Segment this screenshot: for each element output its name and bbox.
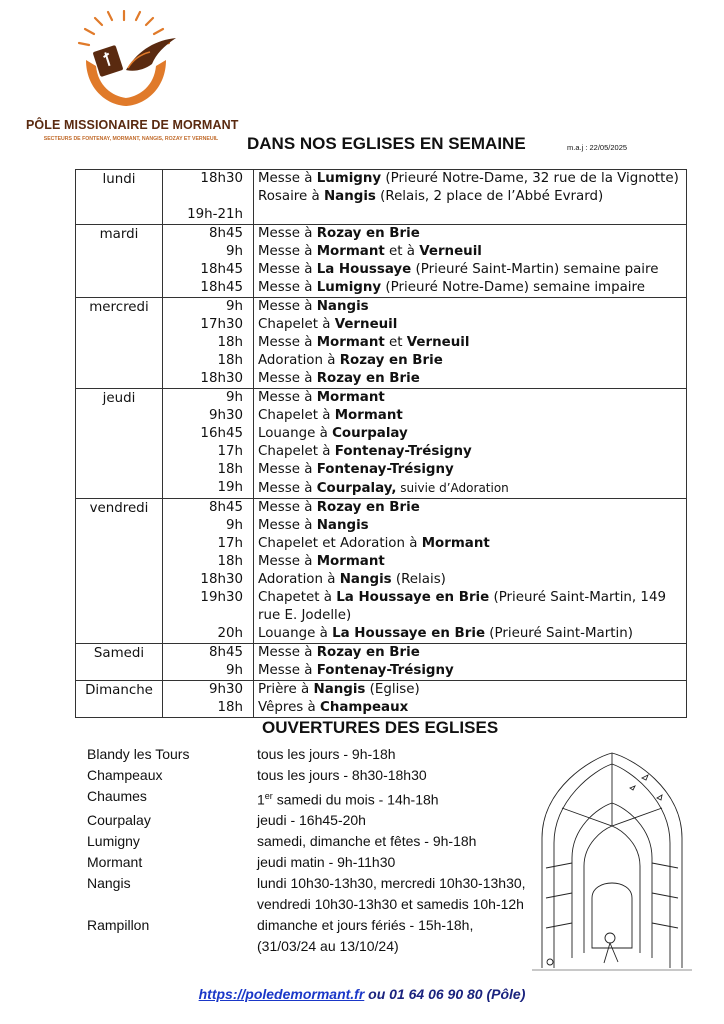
event-place: Mormant [316,335,385,350]
schedule-row [76,389,687,499]
event-time: 9h [225,390,243,405]
event-time: 9h30 [208,682,243,697]
event-time: 9h [225,663,243,678]
footer-phone: ou 01 64 06 90 80 (Pôle) [364,986,526,1002]
opening-hours: lundi 10h30-13h30, mercredi 10h30-13h30, vendredi 10h30-13h30 et samedis 10h-12h [257,875,526,912]
event-item [258,553,686,571]
event-detail: (Relais) [391,572,446,587]
event-item [258,662,686,680]
event-place: Mormant [316,554,385,569]
event-label: Messe à [258,299,317,314]
opening-row [87,831,527,852]
event-item [258,571,686,589]
event-item [258,389,686,407]
event-detail: (Prieuré Saint-Martin, 149 rue E. Jodelle) [258,590,666,623]
times-cell [163,298,254,389]
event-item [258,170,686,188]
event-place: La Houssaye en Brie [332,626,486,641]
church-illustration-icon [532,748,692,974]
event-place: Nangis [316,518,369,533]
event-place: Nangis [313,682,366,697]
event-place: La Houssaye [316,262,412,277]
pole-logo [26,10,239,150]
event-place: Rozay en Brie [316,645,420,660]
event-item [258,334,686,352]
event-place-2: Verneuil [406,335,470,350]
event-item [258,243,686,261]
event-detail: (Prieuré Notre-Dame) semaine impaire [381,280,645,295]
events-cell [254,298,687,389]
event-label: Messe à [258,518,317,533]
event-label: Messe à [258,244,317,259]
schedule-row [76,170,687,225]
event-label: Messe à [258,335,317,350]
event-place: Rozay en Brie [316,500,420,515]
event-item [258,644,686,662]
event-detail: (Relais, 2 place de l’Abbé Evrard) [375,189,604,204]
event-detail: (Prieuré Saint-Martin) [485,626,633,641]
event-place: Fontenay-Trésigny [316,663,454,678]
event-place: Mormant [334,408,403,423]
event-item [258,298,686,316]
event-place: Courpalay [332,426,408,441]
logo-subtitle: SECTEURS DE FONTENAY, MORMANT, NANGIS, ROZAY ET VERNEUIL [43,136,219,142]
events-cell [254,681,687,718]
footer [0,986,724,1002]
day-cell: Dimanche [76,681,163,718]
event-time: 18h [217,353,243,368]
openings-title: OUVERTURES DES EGLISES [262,718,499,737]
event-time: 18h45 [200,262,243,277]
event-time: 9h [225,244,243,259]
event-item [258,499,686,517]
event-label: Adoration à [258,353,340,368]
event-time: 8h45 [208,226,243,241]
event-label: Messe à [258,500,317,515]
event-time: 9h30 [208,408,243,423]
event-time: 18h [217,700,243,715]
logo-title: PÔLE MISSIONAIRE DE MORMANT [26,118,239,132]
event-time: 8h45 [208,645,243,660]
event-label: Chapelet à [258,444,335,459]
church-name: Rampillon [87,916,150,933]
event-label: Rosaire à [258,189,324,204]
event-label: Messe à [258,226,317,241]
event-item [258,425,686,443]
day-cell: jeudi [76,389,163,499]
opening-row [87,915,527,957]
times-cell [163,681,254,718]
event-label: Chapelet et Adoration à [258,536,422,551]
times-cell [163,644,254,681]
church-name: Blandy les Tours [87,746,190,762]
event-time: 18h30 [200,371,243,386]
event-label: Messe à [258,645,317,660]
openings-list [87,744,527,957]
opening-row [87,765,527,786]
event-item [258,443,686,461]
opening-row [87,873,527,915]
event-detail: (Prieuré Notre-Dame, 32 rue de la Vignotte) [381,171,679,186]
events-cell [254,225,687,298]
events-cell [254,389,687,499]
event-place: Rozay en Brie [339,353,443,368]
event-label: Louange à [258,626,333,641]
event-item [258,517,686,535]
event-place: Mormant [421,536,490,551]
event-time: 18h45 [200,280,243,295]
event-time: 8h45 [208,500,243,515]
opening-row [87,810,527,831]
event-time: 19h30 [200,590,243,605]
event-time: 9h [225,299,243,314]
event-place: Rozay en Brie [316,371,420,386]
event-item [258,352,686,370]
church-name: Lumigny [87,833,140,850]
opening-hours: samedi, dimanche et fêtes - 9h-18h [257,833,477,850]
pole-logo-icon [26,10,236,120]
church-name: Nangis [87,875,131,892]
event-place: Fontenay-Trésigny [316,462,454,477]
opening-hours: dimanche et jours fériés - 15h-18h, (31/03/24 au 13/10/24) [257,916,474,954]
event-label: Messe à [258,280,317,295]
event-label: Messe à [258,171,317,186]
event-time: 17h30 [200,317,243,332]
event-item [258,225,686,243]
event-time: 18h30 [200,171,243,186]
event-label: Messe à [258,371,317,386]
event-label: Messe à [258,481,317,496]
opening-row [87,786,527,811]
event-time: 19h [217,480,243,495]
event-time: 18h30 [200,572,243,587]
weekday-schedule-table [75,169,687,718]
event-time: 18h [217,462,243,477]
event-place: Mormant [316,390,385,405]
opening-hours: tous les jours - 8h30-18h30 [257,766,427,783]
event-item [258,589,686,625]
event-item [258,681,686,699]
event-label: Adoration à [258,572,340,587]
event-place: Rozay en Brie [316,226,420,241]
event-label: Messe à [258,554,317,569]
opening-row [87,852,527,873]
events-cell [254,644,687,681]
event-place: Lumigny [316,171,382,186]
event-label: Prière à [258,682,314,697]
times-cell [163,389,254,499]
opening-row [87,744,527,765]
event-place: Champeaux [320,700,409,715]
event-item [258,316,686,334]
schedule-row [76,298,687,389]
day-cell: mardi [76,225,163,298]
opening-hours: jeudi matin - 9h-11h30 [257,854,396,871]
event-label: Messe à [258,390,317,405]
event-time: 17h [217,536,243,551]
event-time: 9h [225,518,243,533]
event-label: Vêpres à [258,700,321,715]
event-item [258,407,686,425]
church-name: Mormant [87,854,143,871]
day-cell: lundi [76,170,163,225]
event-label: Chapelet à [258,408,335,423]
event-item [258,461,686,479]
event-item [258,699,686,717]
event-item [258,479,686,498]
times-cell [163,170,254,225]
event-time: 20h [217,626,243,641]
church-name: Chaumes [87,787,147,804]
schedule-row [76,681,687,718]
event-place: Nangis [339,572,392,587]
event-label: Messe à [258,462,317,477]
event-place: Fontenay-Trésigny [334,444,472,459]
event-label: Chapetet à [258,590,337,605]
event-place-2: Verneuil [419,244,482,259]
event-place: La Houssaye en Brie [336,590,490,605]
event-place: Verneuil [334,317,398,332]
event-item [258,625,686,643]
event-time: 18h [217,554,243,569]
event-label: Louange à [258,426,333,441]
event-connector: et [384,335,407,350]
schedule-row [76,499,687,644]
event-connector: et à [384,244,420,259]
schedule-row [76,644,687,681]
event-label: Messe à [258,663,317,678]
update-date: m.a.j : 22/05/2025 [567,143,628,152]
day-cell: vendredi [76,499,163,644]
schedule-row [76,225,687,298]
times-cell [163,499,254,644]
event-place: Lumigny [316,280,382,295]
event-time: 16h45 [200,426,243,441]
event-item [258,535,686,553]
opening-hours [257,786,527,811]
event-note: suivie d’Adoration [396,481,509,495]
events-cell [254,170,687,225]
event-place: Mormant [316,244,385,259]
event-time: 18h [217,335,243,350]
event-time: 19h-21h [187,207,243,222]
event-place: Nangis [316,299,369,314]
day-cell: mercredi [76,298,163,389]
event-item [258,188,686,206]
church-name: Courpalay [87,812,151,829]
times-cell [163,225,254,298]
event-item [258,261,686,279]
event-item [258,370,686,388]
event-label: Messe à [258,262,317,277]
event-label: Chapelet à [258,317,335,332]
event-detail: (Prieuré Saint-Martin) semaine paire [411,262,659,277]
opening-hours: tous les jours - 9h-18h [257,746,396,762]
hours-sup: er [264,790,273,801]
church-name: Champeaux [87,766,163,783]
hours-num: 1 [257,791,265,808]
event-place: Nangis [323,189,376,204]
event-time: 17h [217,444,243,459]
page-title: DANS NOS EGLISES EN SEMAINE [247,134,526,153]
event-place: Courpalay, [316,481,397,496]
events-cell [254,499,687,644]
website-link[interactable]: https://poledemormant.fr [198,986,365,1002]
opening-hours: jeudi - 16h45-20h [257,812,366,829]
day-cell: Samedi [76,644,163,681]
hours-text: samedi du mois - 14h-18h [272,791,439,808]
event-detail: (Eglise) [365,682,420,697]
event-item [258,279,686,297]
